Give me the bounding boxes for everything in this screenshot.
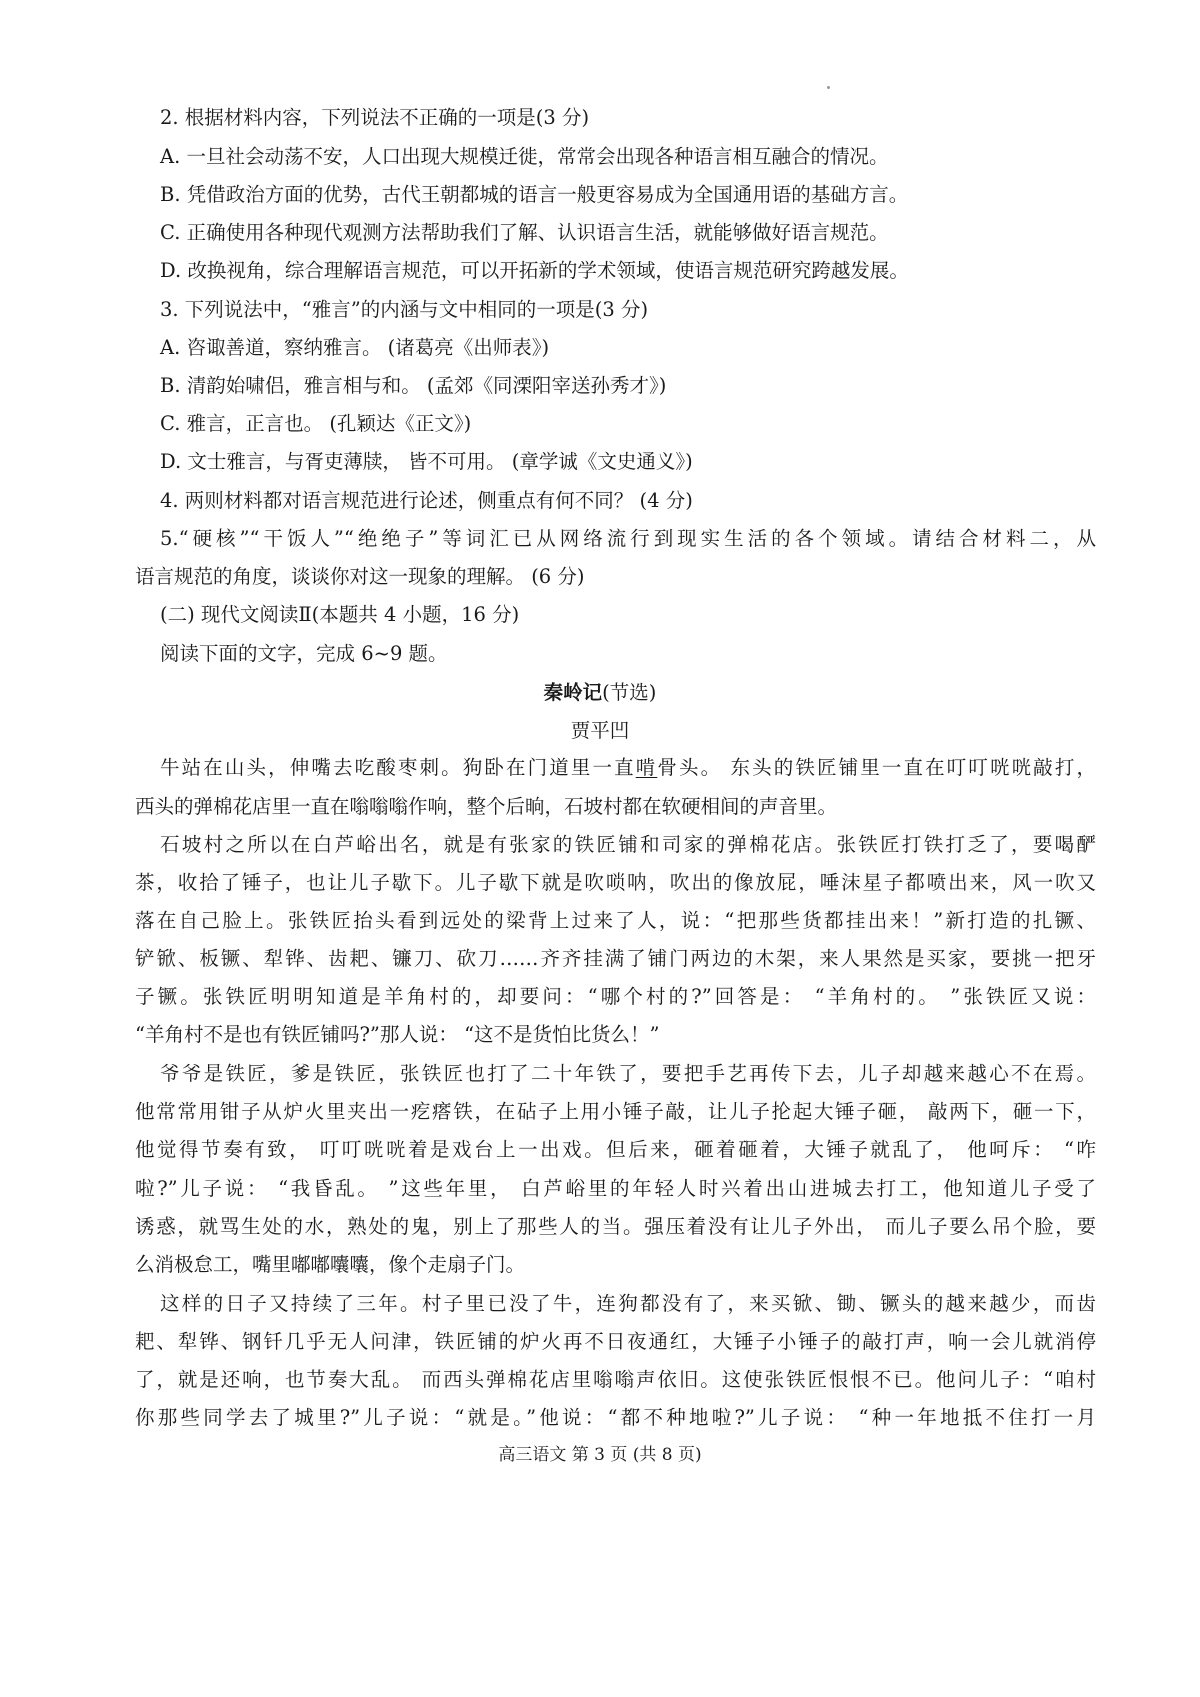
article-p2-line: 石坡村之所以在白芦峪出名，就是有张家的铁匠铺和司家的弹棉花店。张铁匠打铁打乏了，要喝酽 [160,833,1096,856]
q5-line-1: 5.“硬核”“干饭人”“绝绝子”等词汇已从网络流行到现实生活的各个领域。请结合材料二，从 [160,527,1096,550]
q3-stem: 3. 下列说法中，“雅言”的内涵与文中相同的一项是(3 分) [160,298,649,321]
scan-speck [827,86,830,89]
article-p3-line: 他觉得节奏有致， 叮叮咣咣着是戏台上一出戏。但后来，砸着砸着，大锤子就乱了， 他呵斥： “咋 [135,1138,1096,1161]
article-p1-line-2: 西头的弹棉花店里一直在嗡嗡嗡作响，整个后晌，石坡村都在软硬相间的声音里。 [135,795,838,818]
article-p2-line: 铲锨、板镢、犁铧、齿耙、镰刀、砍刀……齐齐挂满了铺门两边的木架，来人果然是买家，要挑一把牙 [135,947,1096,970]
q3-option-c: C. 雅言，正言也。 (孔颖达《正文》) [160,412,472,435]
q3-option-d: D. 文士雅言，与胥吏薄牍， 皆不可用。 (章学诚《文史通义》) [160,450,693,473]
q5-line-2: 语言规范的角度，谈谈你对这一现象的理解。 (6 分) [135,565,585,588]
q3-option-a: A. 咨诹善道，察纳雅言。 (诸葛亮《出师表》) [160,336,550,359]
q2-stem: 2. 根据材料内容，下列说法不正确的一项是(3 分) [160,106,590,129]
section-heading: (二) 现代文阅读Ⅱ(本题共 4 小题，16 分) [160,603,520,626]
article-title [0,679,1200,707]
article-p4-line: 你那些同学去了城里?”儿子说：“就是。”他说：“都不种地啦?”儿子说： “种一年地抵不住打一月 [135,1406,1096,1429]
article-p3-line: 啦?”儿子说： “我昏乱。 ”这些年里， 白芦峪里的年轻人时兴着出山进城去打工，他知道儿子受了 [135,1177,1096,1200]
article-p2-line: “羊角村不是也有铁匠铺吗?”那人说： “这不是货怕比货么！” [135,1023,660,1046]
p1-underlined-word: 啃 [635,756,658,779]
q3-option-b: B. 清韵始啸侣，雅言相与和。 (孟郊《同溧阳宰送孙秀才》) [160,374,667,397]
article-p4-line: 耙、犁铧、钢钎几乎无人问津，铁匠铺的炉火再不日夜通红，大锤子小锤子的敲打声，响一会儿就消停 [135,1330,1096,1353]
article-p2-line: 落在自己脸上。张铁匠抬头看到远处的梁背上过来了人，说：“把那些货都挂出来！”新打造的扎镢、 [135,909,1096,932]
article-title-note: (节选) [602,681,657,704]
article-p2-line: 子镢。张铁匠明明知道是羊角村的，却要问：“哪个村的?”回答是： “羊角村的。 ”张铁匠又说： [135,985,1096,1008]
article-title-text: 秦岭记 [543,681,603,704]
article-p4-line: 了，就是还响，也节奏大乱。 而西头弹棉花店里嗡嗡声依旧。这使张铁匠恨恨不已。他问儿子：“咱村 [135,1368,1096,1391]
q2-option-c: C. 正确使用各种现代观测方法帮助我们了解、认识语言生活，就能够做好语言规范。 [160,221,889,244]
article-p3-line: 他常常用钳子从炉火里夹出一疙瘩铁，在砧子上用小锤子敲，让儿子抡起大锤子砸， 敲两下，砸一下， [135,1100,1096,1123]
article-author: 贾平凹 [570,719,630,742]
article-p4-line: 这样的日子又持续了三年。村子里已没了牛，连狗都没有了，来买锨、锄、镢头的越来越少，而齿 [160,1292,1096,1315]
page-footer: 高三语文 第 3 页 (共 8 页) [498,1445,702,1465]
p1-text: 骨头。 东头的铁匠铺里一直在叮叮咣咣敲打， [657,756,1096,779]
p1-text: 牛站在山头，伸嘴去吃酸枣刺。狗卧在门道里一直 [160,756,636,779]
article-p3-line: 爷爷是铁匠，爹是铁匠，张铁匠也打了二十年铁了，要把手艺再传下去，儿子却越来越心不在焉。 [160,1062,1096,1085]
article-p1-line-1 [160,754,1096,782]
q4-stem: 4. 两则材料都对语言规范进行论述，侧重点有何不同？ (4 分) [160,489,693,512]
q2-option-d: D. 改换视角，综合理解语言规范，可以开拓新的学术领域，使语言规范研究跨越发展。 [160,259,909,282]
section-instruction: 阅读下面的文字，完成 6~9 题。 [160,642,448,665]
article-p3-line: 么消极怠工，嘴里嘟嘟囔囔，像个走扇子门。 [135,1253,526,1276]
article-p3-line: 诱惑，就骂生处的水，熟处的鬼，别上了那些人的当。强压着没有让儿子外出， 而儿子要么吊个脸，要 [135,1215,1096,1238]
article-p2-line: 茶，收拾了锤子，也让儿子歇下。儿子歇下就是吹唢呐，吹出的像放屁，唾沫星子都喷出来，风一吹又 [135,871,1096,894]
q2-option-b: B. 凭借政治方面的优势，古代王朝都城的语言一般更容易成为全国通用语的基础方言。 [160,183,909,206]
q2-option-a: A. 一旦社会动荡不安，人口出现大规模迁徙，常常会出现各种语言相互融合的情况。 [160,145,889,168]
